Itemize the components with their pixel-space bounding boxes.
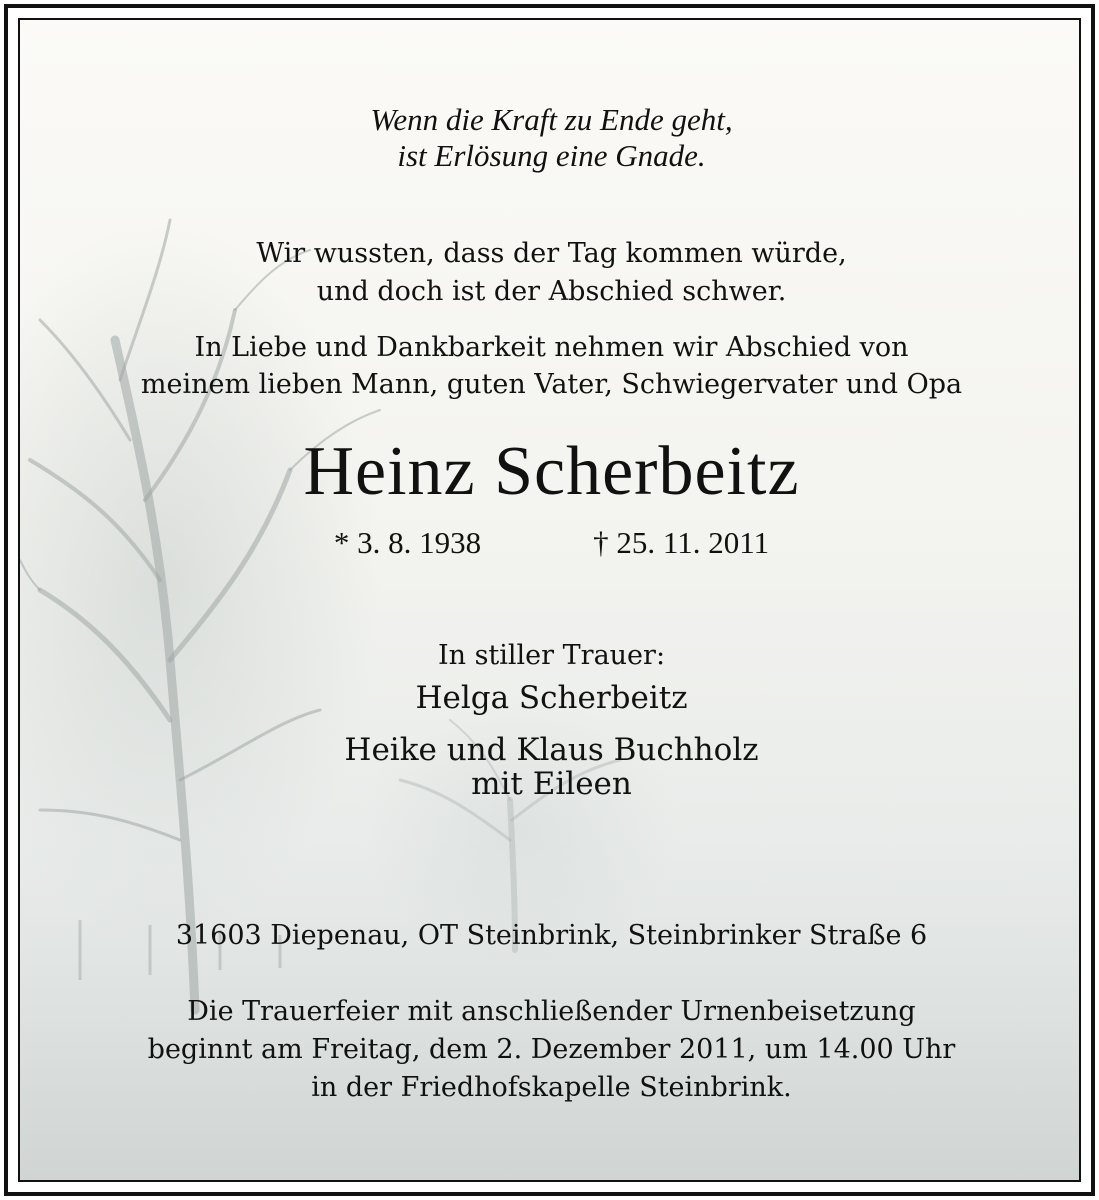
mourner-name: Heike und Klaus Buchholz [344,732,759,768]
intro-line-1: Wir wussten, dass der Tag kommen würde, [256,238,847,269]
intro-line-4: meinem lieben Mann, guten Vater, Schwiegervater und Opa [140,369,963,400]
birth-date: * 3. 8. 1938 [333,525,482,560]
life-dates [20,525,1081,561]
ceremony-line-3: in der Friedhofskapelle Steinbrink. [311,1072,792,1103]
motto-line-2: ist Erlösung eine Gnade. [397,138,706,173]
mourners-heading: In stiller Trauer: [437,640,666,671]
mourner-name: mit Eileen [471,766,632,802]
ceremony-line-2: beginnt am Freitag, dem 2. Dezember 2011, um 14.00 Uhr [147,1034,956,1065]
death-date: † 25. 11. 2011 [593,525,770,560]
ceremony-line-1: Die Trauerfeier mit anschließender Urnenbeisetzung [187,996,916,1027]
address: 31603 Diepenau, OT Steinbrink, Steinbrinker Straße 6 [175,920,928,951]
intro-line-3: In Liebe und Dankbarkeit nehmen wir Abschied von [194,332,909,363]
intro-line-2: und doch ist der Abschied schwer. [316,276,787,307]
mourner-name: Helga Scherbeitz [415,680,688,716]
deceased-name: Heinz Scherbeitz [303,433,800,510]
motto-line-1: Wenn die Kraft zu Ende geht, [370,102,733,137]
inner-border [18,18,1081,1182]
